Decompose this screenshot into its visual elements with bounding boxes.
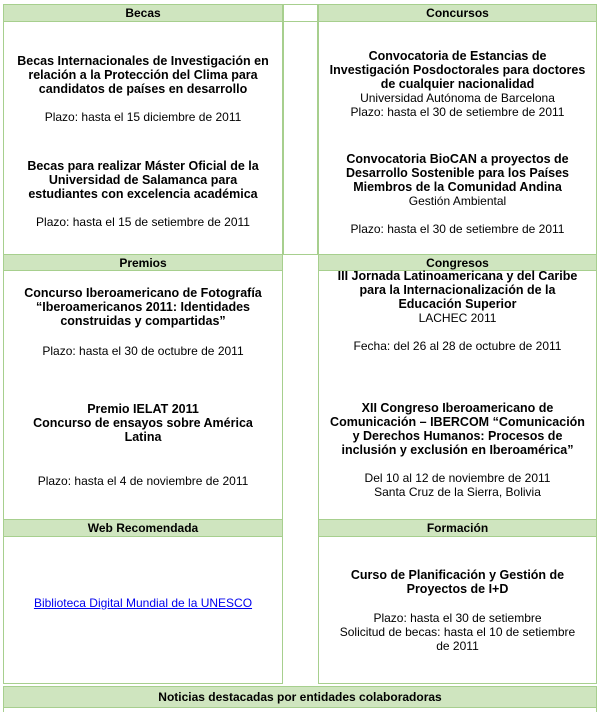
congresos-item-2-title[interactable] [318, 401, 597, 457]
title-line: Becas para realizar Máster Oficial de la [27, 159, 259, 173]
title-line: “Iberoamericanos 2011: Identidades [36, 300, 250, 314]
congresos-item-2-location: Santa Cruz de la Sierra, Bolivia [374, 485, 541, 499]
premios-item-1 [3, 286, 283, 358]
title-line: estudiantes con excelencia académica [28, 187, 258, 201]
title-line: XII Congreso Iberoamericano de [361, 401, 554, 415]
title-line: Concurso Iberoamericano de Fotografía [24, 286, 262, 300]
premios-item-2-title[interactable] [3, 402, 283, 444]
title-line: Miembros de la Comunidad Andina [353, 180, 562, 194]
web-header [3, 519, 283, 537]
becas-item-1 [3, 54, 283, 124]
concursos-item-1 [318, 49, 597, 119]
title-line: Comunicación – IBERCOM “Comunicación [330, 415, 585, 429]
title-line: relación a la Protección del Clima para [28, 68, 258, 82]
spacer-header [283, 4, 318, 22]
becas-title: Becas [125, 6, 161, 20]
title-line: candidatos de países en desarrollo [38, 82, 248, 96]
becas-item-2 [3, 159, 283, 229]
concursos-title: Concursos [426, 6, 489, 20]
title-line: Convocatoria de Estancias de [368, 49, 547, 63]
becas-item-1-title[interactable] [3, 54, 283, 96]
title-line: Premio IELAT 2011 [87, 402, 199, 416]
formacion-header [318, 519, 597, 537]
becas-header [3, 4, 283, 22]
formacion-deadline: Plazo: hasta el 30 de setiembre [373, 611, 542, 625]
formacion-item [318, 568, 597, 653]
title-line: Educación Superior [398, 297, 517, 311]
title-line: inclusión y exclusión en Iberoamérica” [341, 443, 574, 457]
congresos-item-2-date: Del 10 al 12 de noviembre de 2011 [364, 471, 551, 485]
premios-item-2 [3, 402, 283, 488]
concursos-item-1-title[interactable] [318, 49, 597, 91]
premios-title: Premios [119, 256, 167, 270]
becas-item-1-deadline: Plazo: hasta el 15 diciembre de 2011 [44, 110, 242, 124]
premios-item-2-deadline: Plazo: hasta el 4 de noviembre de 2011 [37, 474, 249, 488]
noticias-panel [3, 707, 597, 712]
title-line: Concurso de ensayos sobre América [33, 416, 253, 430]
title-line: de cualquier nacionalidad [380, 77, 535, 91]
unesco-library-link[interactable]: Biblioteca Digital Mundial de la UNESCO [33, 596, 253, 610]
concursos-item-2 [318, 152, 597, 236]
title-line: Proyectos de I+D [406, 582, 509, 596]
congresos-item-1-title[interactable] [318, 269, 597, 311]
premios-item-1-deadline: Plazo: hasta el 30 de octubre de 2011 [42, 344, 244, 358]
formacion-year: de 2011 [436, 639, 479, 653]
formacion-item-title[interactable] [318, 568, 597, 596]
web-link-cell [3, 596, 283, 610]
concursos-item-1-org: Universidad Autónoma de Barcelona [360, 91, 555, 105]
congresos-item-1-date: Fecha: del 26 al 28 de octubre de 2011 [353, 339, 562, 353]
web-panel [3, 536, 283, 684]
congresos-item-2 [318, 401, 597, 499]
formacion-becas-deadline: Solicitud de becas: hasta el 10 de setiembre [339, 625, 576, 639]
concursos-item-2-title[interactable] [318, 152, 597, 194]
title-line: Becas Internacionales de Investigación en [17, 54, 269, 68]
concursos-header [318, 4, 597, 22]
title-line: y Derechos Humanos: Procesos de [352, 429, 563, 443]
concursos-item-1-deadline: Plazo: hasta el 30 de setiembre de 2011 [350, 105, 565, 119]
formacion-title: Formación [426, 521, 489, 535]
title-line: Investigación Posdoctorales para doctores [329, 63, 586, 77]
web-title: Web Recomendada [87, 521, 199, 535]
title-line: construidas y compartidas” [60, 314, 226, 328]
noticias-title: Noticias destacadas por entidades colaboradoras [158, 690, 442, 704]
premios-header [3, 254, 283, 271]
concursos-item-2-deadline: Plazo: hasta el 30 de setiembre de 2011 [350, 222, 565, 236]
congresos-item-1 [318, 269, 597, 353]
title-line: Latina [124, 430, 162, 444]
spacer-column [283, 21, 318, 255]
becas-item-2-title[interactable] [3, 159, 283, 201]
title-line: Curso de Planificación y Gestión de [350, 568, 565, 582]
title-line: Convocatoria BioCAN a proyectos de [346, 152, 569, 166]
premios-item-1-title[interactable] [3, 286, 283, 328]
title-line: para la Internacionalización de la [359, 283, 556, 297]
noticias-header [3, 686, 597, 708]
becas-item-2-deadline: Plazo: hasta el 15 de setiembre de 2011 [36, 215, 250, 229]
title-line: Universidad de Salamanca para [48, 173, 238, 187]
congresos-item-1-org: LACHEC 2011 [418, 311, 497, 325]
concursos-item-2-org: Gestión Ambiental [408, 194, 507, 208]
title-line: Desarrollo Sostenible para los Países [345, 166, 569, 180]
title-line: III Jornada Latinoamericana y del Caribe [337, 269, 578, 283]
congresos-title: Congresos [426, 256, 489, 270]
